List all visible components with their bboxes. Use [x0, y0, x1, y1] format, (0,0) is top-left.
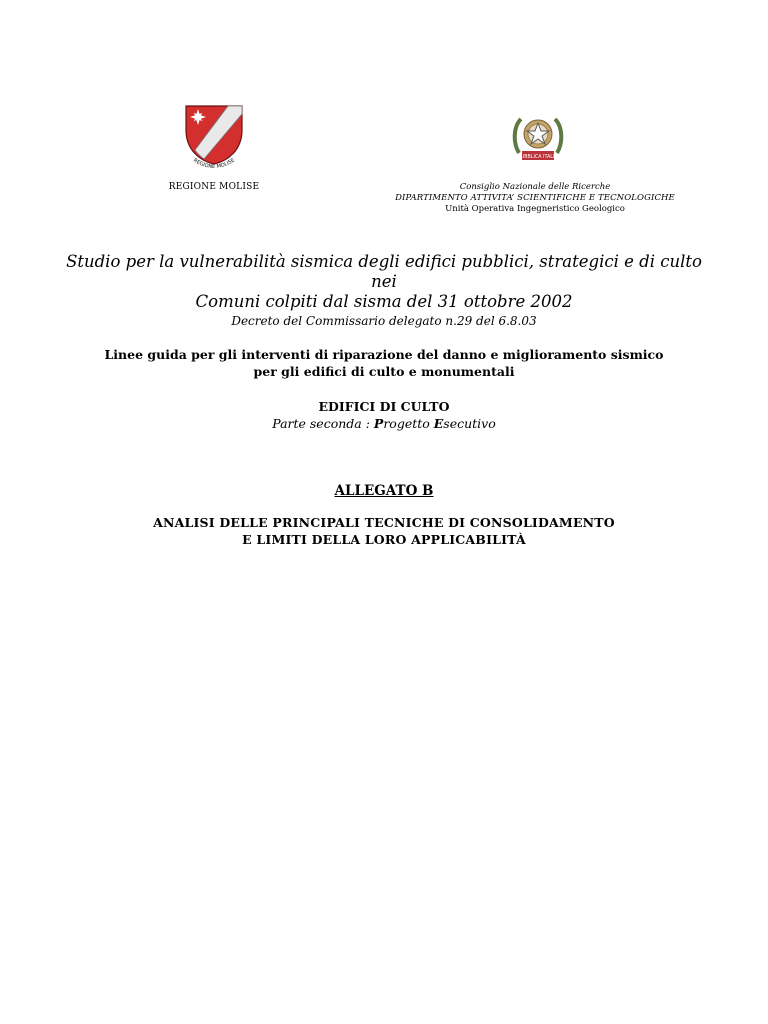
cnr-line-3: Unità Operativa Ingegneristico Geologico — [445, 204, 625, 214]
guidelines-title — [90, 346, 678, 380]
cnr-line-2: DIPARTIMENTO ATTIVITA’ SCIENTIFICHE E TECNOLOGICHE — [395, 193, 675, 203]
regione-molise-logo — [183, 104, 245, 174]
annex-title: ALLEGATO B — [334, 483, 434, 499]
part-e: E — [433, 416, 444, 431]
study-decree: Decreto del Commissario delegato n.29 del 6.8.03 — [231, 314, 537, 328]
part-label — [100, 415, 668, 432]
part-rogetto: rogetto — [383, 416, 434, 431]
section-title: EDIFICI DI CULTO — [318, 399, 450, 414]
repubblica-italiana-emblem — [511, 109, 565, 164]
emblem-ribbon-text: REPUBBLICA ITALIANA — [511, 155, 565, 160]
cnr-block — [370, 182, 700, 215]
regione-molise-label: REGIONE MOLISE — [168, 182, 260, 192]
part-secutivo: secutivo — [443, 416, 496, 431]
study-line-2: Comuni colpiti dal sisma del 31 ottobre 2002 — [195, 292, 573, 311]
annex-subtitle — [80, 515, 688, 548]
cnr-line-1: Consiglio Nazionale delle Ricerche — [459, 182, 611, 192]
part-p: P — [373, 416, 384, 431]
molise-logo-text: REGIONE MOLISE — [192, 157, 236, 171]
study-line-1: Studio per la vulnerabilità sismica degli edifici pubblici, strategici e di culto nei — [66, 252, 702, 291]
guidelines-line-1: Linee guida per gli interventi di riparazione del danno e miglioramento sismico — [104, 347, 664, 362]
annex-subtitle-line-1: ANALISI DELLE PRINCIPALI TECNICHE DI CONSOLIDAMENTO — [153, 515, 615, 530]
part-prefix: Parte seconda : — [272, 416, 374, 431]
annex-subtitle-line-2: E LIMITI DELLA LORO APPLICABILITÀ — [242, 531, 526, 547]
guidelines-line-2: per gli edifici di culto e monumentali — [253, 364, 515, 379]
study-title — [60, 252, 708, 330]
